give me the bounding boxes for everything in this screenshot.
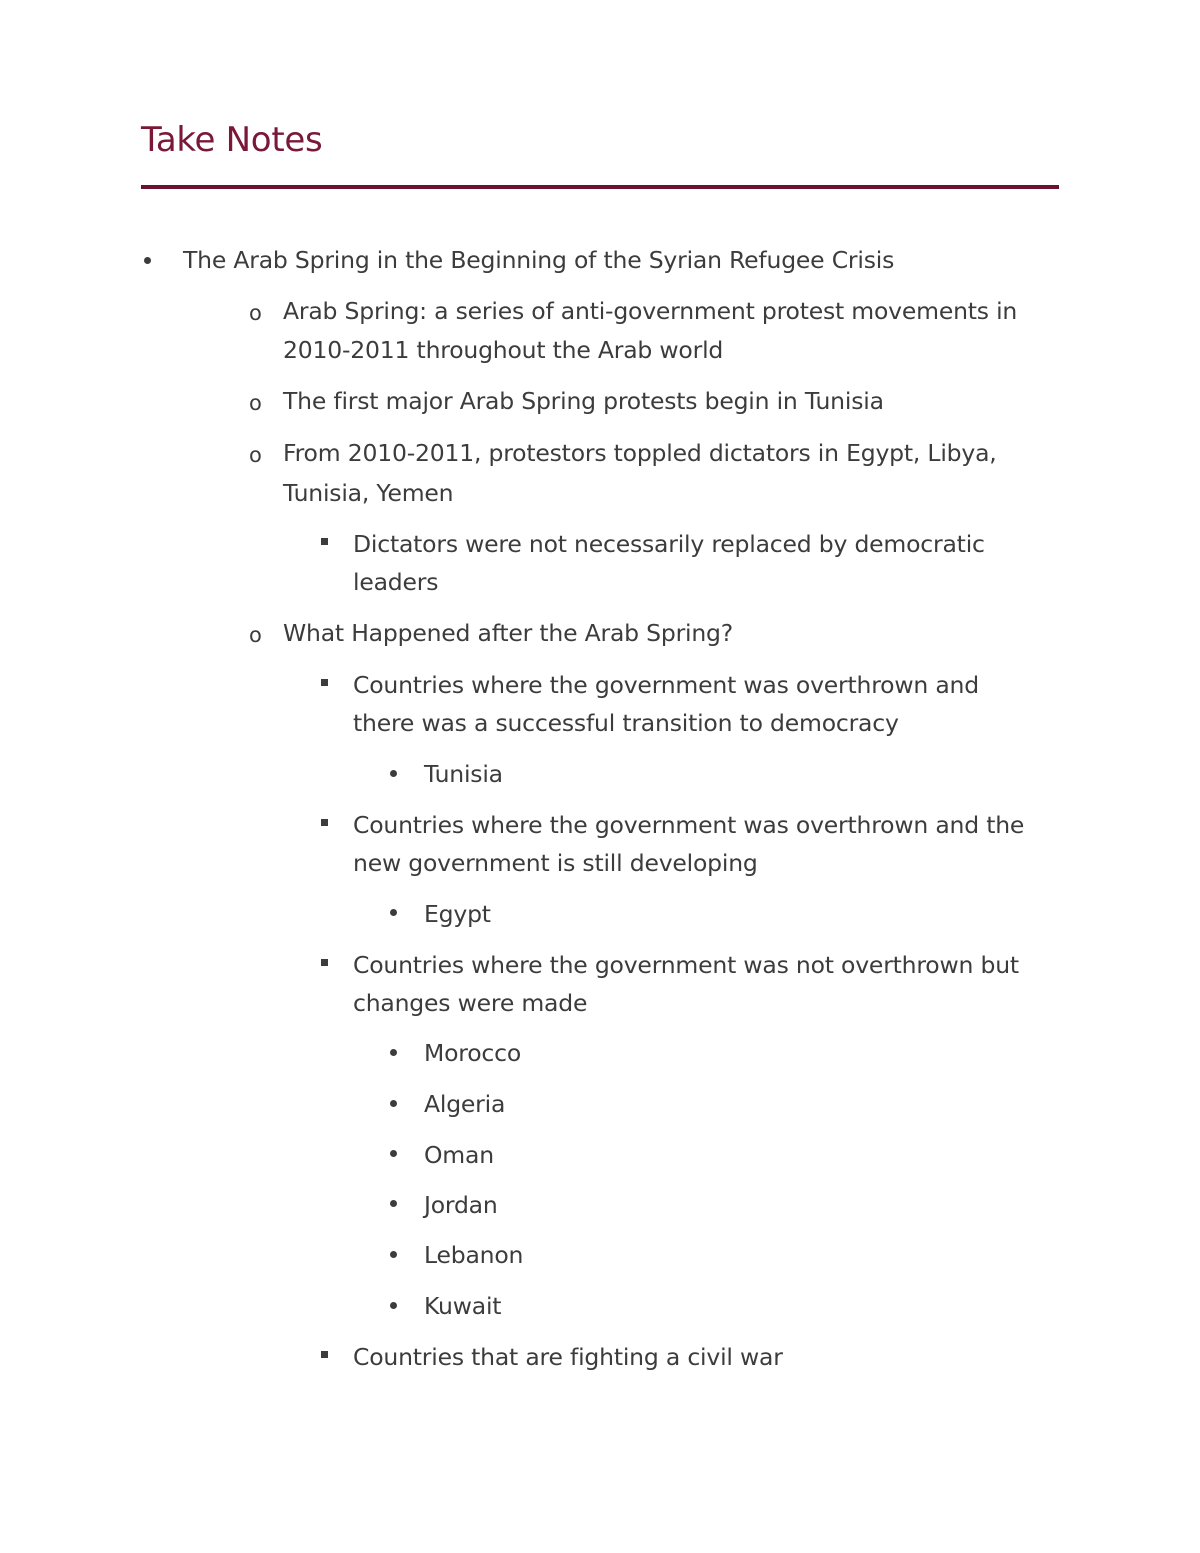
square-bullet-icon (321, 819, 328, 826)
square-bullet-icon (321, 538, 328, 545)
bullet-icon (390, 1049, 397, 1056)
list-item-continuation: new government is still developing (353, 849, 758, 877)
list-item: Countries where the government was overthrown and the (353, 811, 1025, 839)
bullet-icon (390, 909, 397, 916)
list-item-continuation: there was a successful transition to democracy (353, 709, 899, 737)
list-item-continuation: 2010-2011 throughout the Arab world (283, 336, 724, 364)
list-item: What Happened after the Arab Spring? (283, 619, 734, 647)
list-item: Countries where the government was overthrown and (353, 671, 979, 699)
list-item: Countries where the government was not overthrown but (353, 951, 1019, 979)
list-item: From 2010-2011, protestors toppled dictators in Egypt, Libya, (283, 439, 997, 467)
bullet-icon (144, 257, 151, 264)
bullet-icon (390, 1100, 397, 1107)
circle-bullet-icon: o (249, 623, 262, 647)
list-item: The first major Arab Spring protests begin in Tunisia (283, 387, 884, 415)
country-item: Tunisia (424, 760, 503, 788)
list-item-continuation: Tunisia, Yemen (283, 479, 454, 507)
square-bullet-icon (321, 1351, 328, 1358)
list-item: Dictators were not necessarily replaced by democratic (353, 530, 985, 558)
list-item: Arab Spring: a series of anti-government protest movements in (283, 297, 1018, 325)
country-item: Jordan (424, 1191, 498, 1219)
title-divider (141, 185, 1059, 189)
square-bullet-icon (321, 959, 328, 966)
bullet-icon (390, 1251, 397, 1258)
country-item: Algeria (424, 1090, 506, 1118)
bullet-icon (390, 770, 397, 777)
bullet-icon (390, 1200, 397, 1207)
country-item: Oman (424, 1141, 494, 1169)
country-item: Morocco (424, 1039, 521, 1067)
outline-heading: The Arab Spring in the Beginning of the Syrian Refugee Crisis (183, 246, 895, 274)
list-item-continuation: leaders (353, 568, 439, 596)
country-item: Kuwait (424, 1292, 502, 1320)
circle-bullet-icon: o (249, 391, 262, 415)
country-item: Egypt (424, 900, 491, 928)
bullet-icon (390, 1302, 397, 1309)
bullet-icon (390, 1150, 397, 1157)
circle-bullet-icon: o (249, 443, 262, 467)
circle-bullet-icon: o (249, 301, 262, 325)
square-bullet-icon (321, 679, 328, 686)
country-item: Lebanon (424, 1241, 524, 1269)
list-item-continuation: changes were made (353, 989, 588, 1017)
page-title: Take Notes (141, 120, 323, 160)
list-item: Countries that are fighting a civil war (353, 1343, 783, 1371)
